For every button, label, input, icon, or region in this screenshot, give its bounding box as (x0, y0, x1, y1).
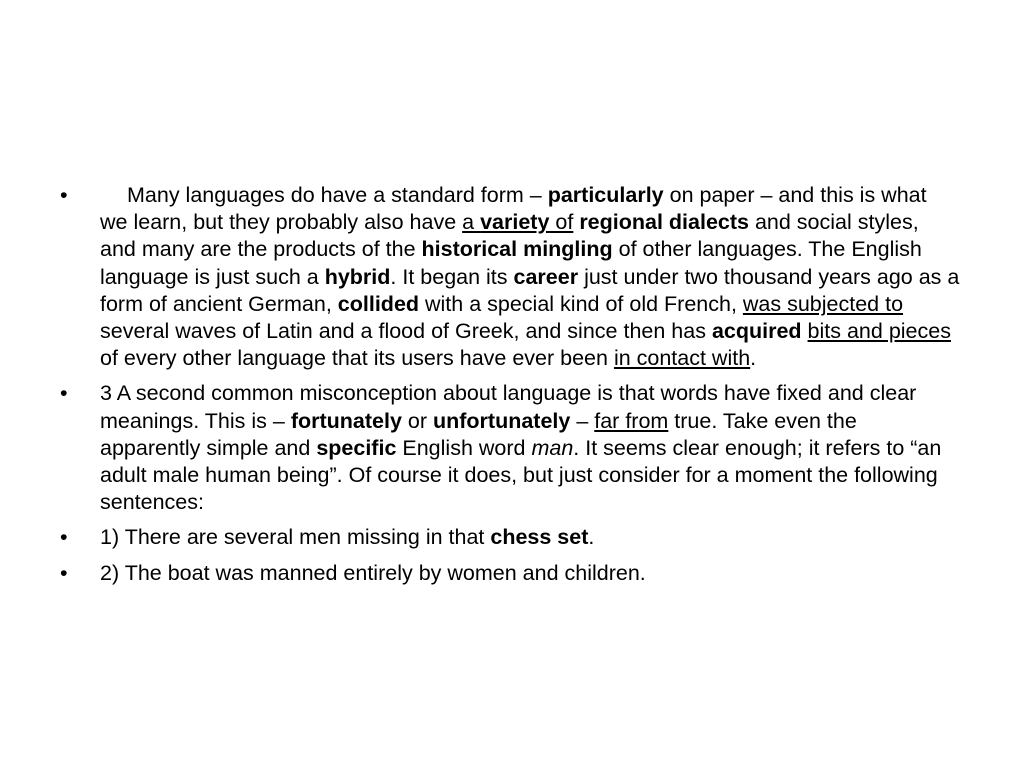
paragraph-text (100, 381, 941, 514)
underlined-term: was subjected to (742, 291, 904, 316)
text-segment: . It seems clear enough; it refers to “an adult male human being”. Of course it does, but just consider for a moment the following sentences: (100, 435, 942, 515)
bullet-list (60, 182, 960, 595)
bold-term: collided (337, 291, 420, 316)
bullet-icon: • (60, 381, 68, 406)
underlined-term: far from (594, 408, 669, 433)
underlined-term: of (549, 210, 574, 235)
paragraph-text (100, 525, 594, 549)
text-segment: 1) There are several men missing in that (100, 525, 491, 550)
bold-underlined-term: variety (480, 210, 550, 235)
bold-term: chess set (490, 525, 589, 550)
bullet-icon: • (60, 183, 68, 207)
text-segment: several waves of Latin and a flood of Greek, and since then has (100, 319, 712, 344)
bold-term: particularly (547, 183, 664, 207)
italic-term: man (531, 435, 574, 460)
paragraph-text (100, 183, 959, 370)
bold-term: specific (316, 435, 397, 460)
text-segment: . (588, 525, 595, 550)
text-segment: – (570, 408, 595, 433)
text-segment: . It began its (390, 264, 514, 289)
bullet-item-3 (60, 524, 960, 551)
text-segment: and social styles, and many are the products of the (100, 210, 919, 262)
text-segment: just under two thousand years ago as a form of ancient German, (100, 264, 960, 316)
underlined-term: bits and pieces (807, 319, 951, 344)
bullet-item-4 (60, 560, 960, 587)
bullet-item-1 (60, 182, 960, 372)
bold-term: fortunately (290, 408, 402, 433)
text-segment: . (750, 346, 757, 371)
text-segment: with a special kind of old French, (419, 291, 743, 316)
text-segment: of other languages. The English language is just such a (100, 237, 922, 289)
text-segment: on paper – and this is what we learn, but they probably also have (100, 183, 927, 235)
text-segment: true. Take even the apparently simple and (100, 408, 857, 460)
bold-term: career (513, 264, 579, 289)
text-segment: or (401, 408, 433, 433)
bold-term: acquired (711, 319, 802, 344)
text-segment: English word (396, 435, 532, 460)
text-segment: Many languages do have a standard form – (127, 183, 548, 207)
text-segment: of every other language that its users have ever been (100, 346, 614, 371)
text-segment: 3 A second common misconception about language is that words have fixed and clear meanings. This is – (100, 381, 917, 433)
text-segment: 2) The boat was manned entirely by women and children. (100, 560, 646, 585)
underlined-term: in contact with (613, 346, 751, 371)
bullet-icon: • (60, 525, 68, 550)
bold-term: unfortunately (432, 408, 571, 433)
underlined-term: a (462, 210, 481, 235)
bold-term: historical mingling (421, 237, 613, 262)
bold-term: regional dialects (579, 210, 749, 235)
bullet-icon: • (60, 560, 68, 585)
bullet-item-2 (60, 380, 960, 516)
paragraph-text (100, 561, 646, 585)
bold-term: hybrid (324, 264, 391, 289)
